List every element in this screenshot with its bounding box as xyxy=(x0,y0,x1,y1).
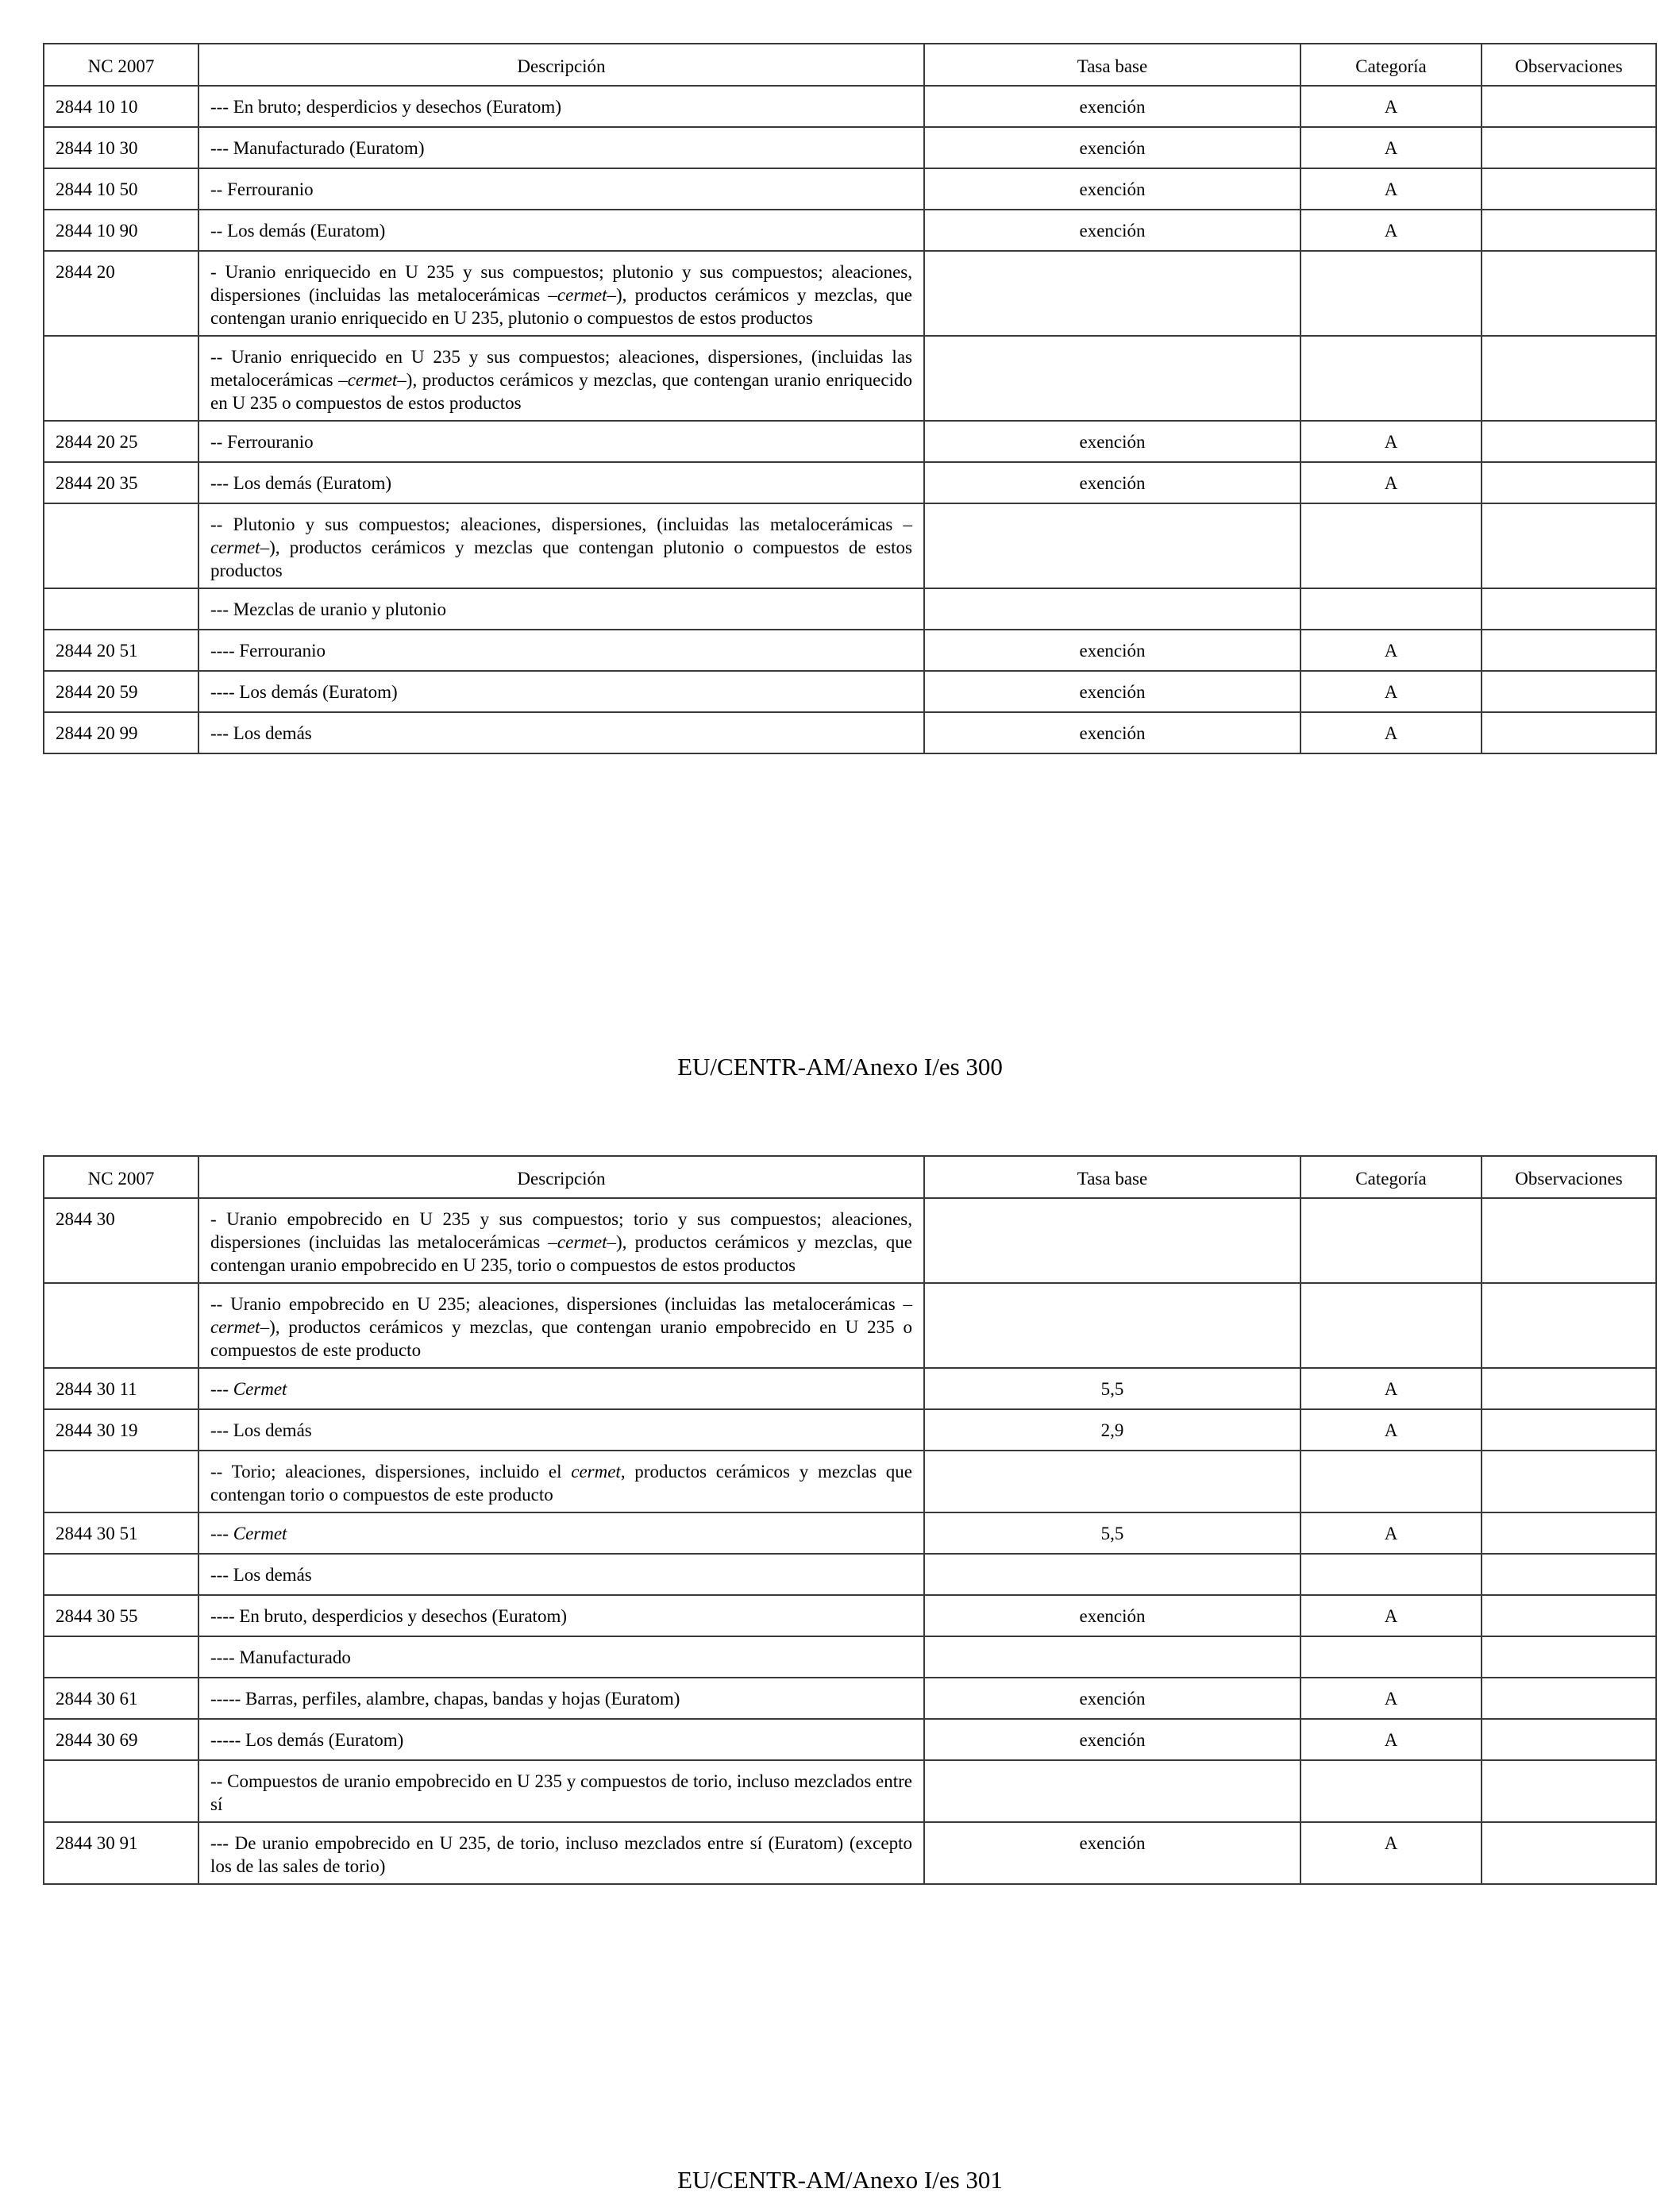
nc-code-cell xyxy=(44,1554,198,1595)
description-cell: --- Manufacturado (Euratom) xyxy=(198,127,924,168)
page-footer-301: EU/CENTR-AM/Anexo I/es 301 xyxy=(677,2166,1003,2194)
base-rate-cell: exención xyxy=(924,630,1300,671)
observations-cell xyxy=(1482,127,1656,168)
description-cell: -- Uranio enriquecido en U 235 y sus compuestos; aleaciones, dispersiones, (incluidas las metalocerámicas –cermet–), productos cerámicos y mezclas, que contengan uranio enriquecido en U 235 o compuestos de estos productos xyxy=(198,336,924,421)
category-cell: A xyxy=(1300,712,1482,753)
nc-code-cell: 2844 10 90 xyxy=(44,210,198,251)
table-row xyxy=(44,630,1656,671)
observations-cell xyxy=(1482,1595,1656,1636)
base-rate-cell xyxy=(924,503,1300,588)
nc-code-cell: 2844 20 59 xyxy=(44,671,198,712)
observations-cell xyxy=(1482,336,1656,421)
nc-code-cell: 2844 30 11 xyxy=(44,1368,198,1409)
observations-cell xyxy=(1482,210,1656,251)
table-header-row xyxy=(44,1156,1656,1198)
table-row xyxy=(44,462,1656,503)
base-rate-cell xyxy=(924,251,1300,336)
table-row xyxy=(44,1198,1656,1283)
category-cell xyxy=(1300,1760,1482,1822)
table-row xyxy=(44,1719,1656,1760)
base-rate-cell xyxy=(924,588,1300,630)
description-cell: -- Ferrouranio xyxy=(198,421,924,462)
base-rate-cell xyxy=(924,1636,1300,1678)
table-row xyxy=(44,86,1656,127)
description-cell: ----- Los demás (Euratom) xyxy=(198,1719,924,1760)
base-rate-cell: exención xyxy=(924,1595,1300,1636)
category-cell: A xyxy=(1300,1368,1482,1409)
header-nc-2007: NC 2007 xyxy=(44,44,198,86)
category-cell: A xyxy=(1300,1595,1482,1636)
nc-code-cell xyxy=(44,1760,198,1822)
category-cell: A xyxy=(1300,1678,1482,1719)
base-rate-cell xyxy=(924,1283,1300,1368)
table-row xyxy=(44,336,1656,421)
description-cell: -- Torio; aleaciones, dispersiones, incluido el cermet, productos cerámicos y mezclas que contengan torio o compuestos de este producto xyxy=(198,1451,924,1512)
category-cell: A xyxy=(1300,1409,1482,1451)
nc-code-cell: 2844 30 61 xyxy=(44,1678,198,1719)
category-cell xyxy=(1300,1283,1482,1368)
category-cell: A xyxy=(1300,86,1482,127)
observations-cell xyxy=(1482,1409,1656,1451)
base-rate-cell xyxy=(924,1554,1300,1595)
nc-code-cell: 2844 20 51 xyxy=(44,630,198,671)
category-cell xyxy=(1300,251,1482,336)
base-rate-cell: 5,5 xyxy=(924,1512,1300,1554)
description-cell: ---- Ferrouranio xyxy=(198,630,924,671)
nc-code-cell xyxy=(44,1283,198,1368)
table-row xyxy=(44,1451,1656,1512)
table-body xyxy=(44,86,1656,753)
description-cell: - Uranio enriquecido en U 235 y sus compuestos; plutonio y sus compuestos; aleaciones, dispersiones (incluidas las metalocerámicas –cermet–), productos cerámicos y mezclas, que contengan uranio enriquecido en U 235, plutonio o compuestos de estos productos xyxy=(198,251,924,336)
description-cell: --- Cermet xyxy=(198,1512,924,1554)
table-row xyxy=(44,1760,1656,1822)
base-rate-cell xyxy=(924,1451,1300,1512)
base-rate-cell: exención xyxy=(924,168,1300,210)
table-body xyxy=(44,1198,1656,1884)
nc-code-cell: 2844 10 10 xyxy=(44,86,198,127)
nc-code-cell: 2844 30 xyxy=(44,1198,198,1283)
category-cell: A xyxy=(1300,168,1482,210)
nc-code-cell: 2844 20 99 xyxy=(44,712,198,753)
table-row xyxy=(44,671,1656,712)
category-cell: A xyxy=(1300,1719,1482,1760)
table-row xyxy=(44,1409,1656,1451)
nc-code-cell xyxy=(44,588,198,630)
description-cell: -- Los demás (Euratom) xyxy=(198,210,924,251)
base-rate-cell xyxy=(924,336,1300,421)
category-cell xyxy=(1300,503,1482,588)
nc-code-cell xyxy=(44,503,198,588)
base-rate-cell: 2,9 xyxy=(924,1409,1300,1451)
description-cell: --- En bruto; desperdicios y desechos (Euratom) xyxy=(198,86,924,127)
description-cell: -- Plutonio y sus compuestos; aleaciones, dispersiones, (incluidas las metalocerámicas –cermet–), productos cerámicos y mezclas que contengan plutonio o compuestos de estos productos xyxy=(198,503,924,588)
table-row xyxy=(44,1822,1656,1884)
nc-code-cell xyxy=(44,336,198,421)
description-cell: - Uranio empobrecido en U 235 y sus compuestos; torio y sus compuestos; aleaciones, dispersiones (incluidas las metalocerámicas –cermet–), productos cerámicos y mezclas, que contengan uranio empobrecido en U 235, torio o compuestos de estos productos xyxy=(198,1198,924,1283)
nc-code-cell: 2844 30 55 xyxy=(44,1595,198,1636)
base-rate-cell: exención xyxy=(924,86,1300,127)
table-row xyxy=(44,1636,1656,1678)
observations-cell xyxy=(1482,1198,1656,1283)
nc-code-cell: 2844 30 19 xyxy=(44,1409,198,1451)
table-row xyxy=(44,1678,1656,1719)
observations-cell xyxy=(1482,251,1656,336)
base-rate-cell: exención xyxy=(924,462,1300,503)
base-rate-cell: exención xyxy=(924,1719,1300,1760)
observations-cell xyxy=(1482,1283,1656,1368)
header-observaciones: Observaciones xyxy=(1482,44,1656,86)
base-rate-cell: exención xyxy=(924,210,1300,251)
category-cell: A xyxy=(1300,1822,1482,1884)
nc-code-cell: 2844 30 51 xyxy=(44,1512,198,1554)
category-cell: A xyxy=(1300,210,1482,251)
base-rate-cell: exención xyxy=(924,127,1300,168)
base-rate-cell: exención xyxy=(924,1678,1300,1719)
nc-code-cell: 2844 10 50 xyxy=(44,168,198,210)
category-cell: A xyxy=(1300,671,1482,712)
table-row xyxy=(44,210,1656,251)
observations-cell xyxy=(1482,1678,1656,1719)
header-descripcion: Descripción xyxy=(198,1156,924,1198)
category-cell: A xyxy=(1300,630,1482,671)
description-cell: -- Uranio empobrecido en U 235; aleaciones, dispersiones (incluidas las metalocerámicas –cermet–), productos cerámicos y mezclas, que contengan uranio empobrecido en U 235 o compuestos de este producto xyxy=(198,1283,924,1368)
observations-cell xyxy=(1482,421,1656,462)
observations-cell xyxy=(1482,1451,1656,1512)
base-rate-cell xyxy=(924,1760,1300,1822)
observations-cell xyxy=(1482,588,1656,630)
observations-cell xyxy=(1482,168,1656,210)
page-footer-300: EU/CENTR-AM/Anexo I/es 300 xyxy=(677,1053,1003,1081)
observations-cell xyxy=(1482,1512,1656,1554)
description-cell: ----- Barras, perfiles, alambre, chapas, bandas y hojas (Euratom) xyxy=(198,1678,924,1719)
observations-cell xyxy=(1482,712,1656,753)
observations-cell xyxy=(1482,1554,1656,1595)
description-cell: -- Compuestos de uranio empobrecido en U 235 y compuestos de torio, incluso mezclados entre sí xyxy=(198,1760,924,1822)
header-tasa-base: Tasa base xyxy=(924,1156,1300,1198)
base-rate-cell: exención xyxy=(924,671,1300,712)
table-row xyxy=(44,1554,1656,1595)
table-row xyxy=(44,712,1656,753)
description-cell: -- Ferrouranio xyxy=(198,168,924,210)
observations-cell xyxy=(1482,1636,1656,1678)
header-categoria: Categoría xyxy=(1300,1156,1482,1198)
table-row xyxy=(44,251,1656,336)
header-nc-2007: NC 2007 xyxy=(44,1156,198,1198)
table-row xyxy=(44,1283,1656,1368)
header-observaciones: Observaciones xyxy=(1482,1156,1656,1198)
nc-code-cell: 2844 10 30 xyxy=(44,127,198,168)
nc-code-cell: 2844 20 35 xyxy=(44,462,198,503)
observations-cell xyxy=(1482,630,1656,671)
base-rate-cell: exención xyxy=(924,1822,1300,1884)
category-cell: A xyxy=(1300,462,1482,503)
category-cell xyxy=(1300,1451,1482,1512)
base-rate-cell: exención xyxy=(924,421,1300,462)
description-cell: --- Los demás xyxy=(198,1409,924,1451)
table-row xyxy=(44,1595,1656,1636)
category-cell xyxy=(1300,1636,1482,1678)
header-tasa-base: Tasa base xyxy=(924,44,1300,86)
nc-code-cell: 2844 20 25 xyxy=(44,421,198,462)
nc-code-cell xyxy=(44,1451,198,1512)
observations-cell xyxy=(1482,1719,1656,1760)
description-cell: ---- Manufacturado xyxy=(198,1636,924,1678)
table-row xyxy=(44,168,1656,210)
observations-cell xyxy=(1482,503,1656,588)
nc-code-cell: 2844 30 69 xyxy=(44,1719,198,1760)
table-row xyxy=(44,503,1656,588)
tariff-table-page-300 xyxy=(43,43,1657,754)
description-cell: --- Los demás xyxy=(198,712,924,753)
nc-code-cell: 2844 20 xyxy=(44,251,198,336)
tariff-table-page-301 xyxy=(43,1155,1657,1885)
table-row xyxy=(44,1512,1656,1554)
category-cell: A xyxy=(1300,127,1482,168)
table-row xyxy=(44,1368,1656,1409)
observations-cell xyxy=(1482,462,1656,503)
category-cell xyxy=(1300,588,1482,630)
observations-cell xyxy=(1482,1368,1656,1409)
observations-cell xyxy=(1482,1822,1656,1884)
category-cell: A xyxy=(1300,421,1482,462)
description-cell: ---- En bruto, desperdicios y desechos (Euratom) xyxy=(198,1595,924,1636)
base-rate-cell: exención xyxy=(924,712,1300,753)
description-cell: --- Mezclas de uranio y plutonio xyxy=(198,588,924,630)
description-cell: --- Los demás xyxy=(198,1554,924,1595)
table-header-row xyxy=(44,44,1656,86)
nc-code-cell xyxy=(44,1636,198,1678)
description-cell: ---- Los demás (Euratom) xyxy=(198,671,924,712)
observations-cell xyxy=(1482,86,1656,127)
table-row xyxy=(44,588,1656,630)
header-descripcion: Descripción xyxy=(198,44,924,86)
base-rate-cell xyxy=(924,1198,1300,1283)
nc-code-cell: 2844 30 91 xyxy=(44,1822,198,1884)
observations-cell xyxy=(1482,671,1656,712)
header-categoria: Categoría xyxy=(1300,44,1482,86)
description-cell: --- Cermet xyxy=(198,1368,924,1409)
description-cell: --- Los demás (Euratom) xyxy=(198,462,924,503)
description-cell: --- De uranio empobrecido en U 235, de torio, incluso mezclados entre sí (Euratom) (excepto los de las sales de torio) xyxy=(198,1822,924,1884)
category-cell xyxy=(1300,1554,1482,1595)
category-cell xyxy=(1300,1198,1482,1283)
table-row xyxy=(44,421,1656,462)
category-cell: A xyxy=(1300,1512,1482,1554)
category-cell xyxy=(1300,336,1482,421)
base-rate-cell: 5,5 xyxy=(924,1368,1300,1409)
observations-cell xyxy=(1482,1760,1656,1822)
table-row xyxy=(44,127,1656,168)
